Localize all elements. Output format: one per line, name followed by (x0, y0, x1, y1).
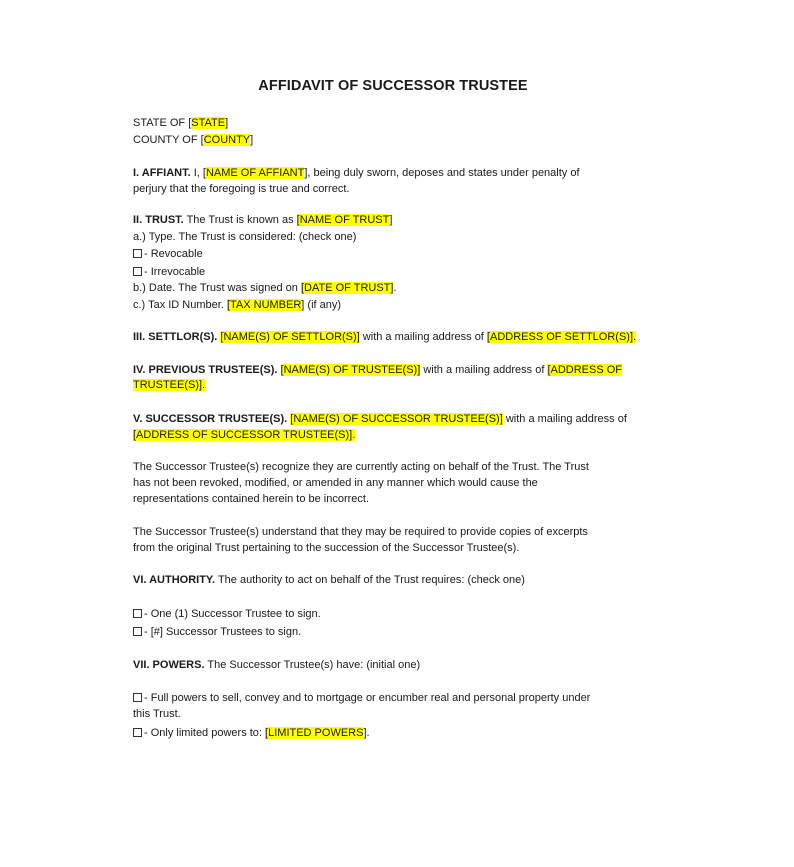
understanding-paragraph-line-1: The Successor Trustee(s) understand that they may be required to provide copies of excerpts (133, 526, 588, 538)
previous-trustee-line-2 (133, 377, 205, 393)
multiple-trustees-checkbox[interactable] (133, 627, 142, 636)
limited-powers-checkbox[interactable] (133, 728, 142, 737)
powers-heading: VII. POWERS. (133, 659, 205, 671)
settlor-name-field: [NAME(S) OF SETTLOR(S)] (220, 331, 360, 343)
authority-option-one: - One (1) Successor Trustee to sign. (133, 606, 321, 622)
powers-line: VII. POWERS. The Successor Trustee(s) have: (initial one) (133, 659, 421, 671)
recognition-paragraph-line-2: has not been revoked, modified, or amended in any manner which would cause the (133, 477, 538, 489)
irrevocable-checkbox[interactable] (133, 267, 142, 276)
previous-trustee-heading: IV. PREVIOUS TRUSTEE(S). (133, 364, 278, 376)
previous-trustee-line: IV. PREVIOUS TRUSTEE(S). [NAME(S) OF TRUSTEE(S)] with a mailing address of [ADDRESS OF (133, 364, 623, 376)
trust-option-irrevocable: - Irrevocable (133, 264, 205, 280)
county-field: COUNTY (203, 134, 251, 146)
document-title: AFFIDAVIT OF SUCCESSOR TRUSTEE (258, 78, 528, 94)
previous-trustee-address-field: [ADDRESS OF (547, 364, 623, 376)
state-field: STATE (191, 117, 226, 129)
one-trustee-checkbox[interactable] (133, 609, 142, 618)
state-line: STATE OF [STATE] (133, 117, 229, 129)
trust-date-field: [DATE OF TRUST] (300, 282, 394, 294)
powers-option-full-line-2: this Trust. (133, 708, 181, 720)
settlor-address-field: [ADDRESS OF SETTLOR(S)]. (486, 331, 637, 343)
county-line: COUNTY OF [COUNTY] (133, 134, 254, 146)
trust-line: II. TRUST. The Trust is known as [NAME OF TRUST] (133, 214, 393, 226)
recognition-paragraph-line-1: The Successor Trustee(s) recognize they are currently acting on behalf of the Trust. The Trust (133, 461, 589, 473)
authority-heading: VI. AUTHORITY. (133, 574, 216, 586)
powers-option-full: - Full powers to sell, convey and to mortgage or encumber real and personal property under (133, 690, 590, 706)
trust-date-line: b.) Date. The Trust was signed on [DATE OF TRUST]. (133, 282, 397, 294)
trust-type-line: a.) Type. The Trust is considered: (check one) (133, 231, 357, 243)
recognition-paragraph-line-3: representations contained herein to be incorrect. (133, 493, 370, 505)
settlor-line: III. SETTLOR(S). [NAME(S) OF SETTLOR(S)] with a mailing address of [ADDRESS OF SETTLOR(S)]. (133, 331, 637, 343)
previous-trustee-name-field: [NAME(S) OF TRUSTEE(S)] (280, 364, 421, 376)
tax-number-field: [TAX NUMBER (226, 299, 302, 311)
limited-powers-field: [LIMITED POWERS (265, 727, 364, 739)
settlor-heading: III. SETTLOR(S). (133, 331, 218, 343)
full-powers-checkbox[interactable] (133, 693, 142, 702)
successor-trustee-heading: V. SUCCESSOR TRUSTEE(S). (133, 413, 288, 425)
affiant-line: I. AFFIANT. I, [NAME OF AFFIANT], being duly sworn, deposes and states under penalty of (133, 167, 580, 179)
authority-option-multiple: - [#] Successor Trustees to sign. (133, 624, 301, 640)
authority-line: VI. AUTHORITY. The authority to act on behalf of the Trust requires: (check one) (133, 574, 525, 586)
trust-heading: II. TRUST. (133, 214, 184, 226)
powers-option-limited: - Only limited powers to: [LIMITED POWERS]. (133, 725, 370, 741)
trust-option-revocable: - Revocable (133, 246, 203, 262)
successor-trustee-line-2 (133, 427, 355, 443)
trust-tax-line: c.) Tax ID Number. [TAX NUMBER] (if any) (133, 299, 342, 311)
revocable-checkbox[interactable] (133, 249, 142, 258)
successor-trustee-line: V. SUCCESSOR TRUSTEE(S). [NAME(S) OF SUCCESSOR TRUSTEE(S)] with a mailing address of (133, 413, 627, 425)
successor-trustee-name-field: [NAME(S) OF SUCCESSOR TRUSTEE(S)] (290, 413, 503, 425)
understanding-paragraph-line-2: from the original Trust pertaining to the succession of the Successor Trustee(s). (133, 542, 520, 554)
previous-trustee-address-field-cont: TRUSTEE(S)]. (133, 379, 206, 391)
affiant-line-2: perjury that the foregoing is true and correct. (133, 183, 350, 195)
affiant-name-field: NAME OF AFFIANT (205, 167, 305, 179)
affiant-heading: I. AFFIANT. (133, 167, 191, 179)
successor-trustee-address-field: [ADDRESS OF SUCCESSOR TRUSTEE(S)]. (133, 429, 356, 441)
trust-name-field: [NAME OF TRUST (296, 214, 390, 226)
